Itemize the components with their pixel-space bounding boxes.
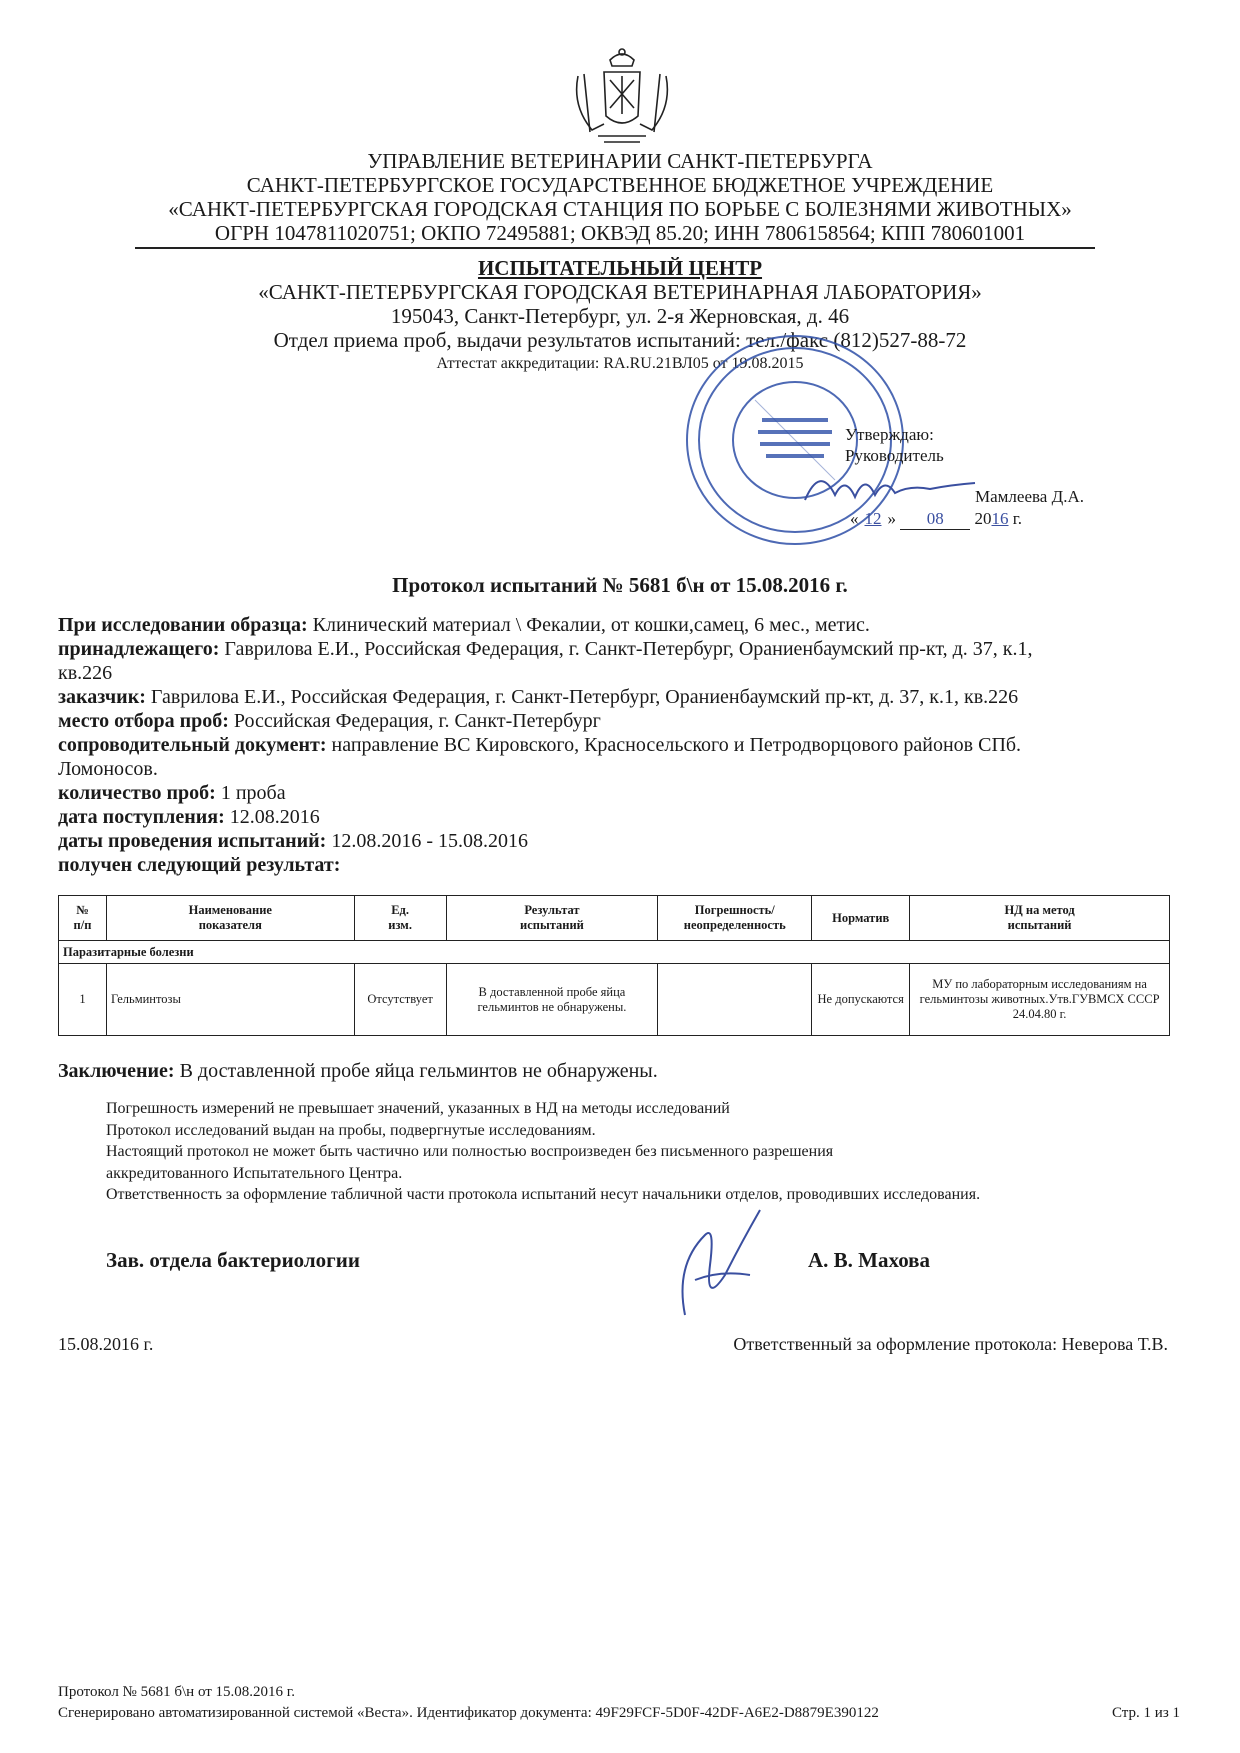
info-test-dates (58, 829, 1138, 853)
info-value: Ломоносов. (58, 758, 158, 780)
approval-label: Утверждаю: (845, 425, 934, 444)
cell-indicator: Гельминтозы (106, 964, 354, 1036)
approval-year-prefix: 20 (974, 509, 992, 528)
info-label: При исследовании образца: (58, 614, 308, 636)
lab-title: ИСПЫТАТЕЛЬНЫЙ ЦЕНТР (477, 256, 763, 280)
approval-signature (800, 455, 980, 515)
info-label: даты проведения испытаний: (58, 830, 327, 852)
info-label: принадлежащего: (58, 638, 220, 660)
org-header-line-1: УПРАВЛЕНИЕ ВЕТЕРИНАРИИ САНКТ-ПЕТЕРБУРГА (367, 149, 873, 173)
info-value: направление ВС Кировского, Красносельского и Петродворцового районов СПб. (326, 734, 1022, 756)
info-received-date (58, 805, 1138, 829)
info-customer (58, 685, 1138, 709)
cell-method: МУ по лабораторным исследованиям на гельминтозы животных.Утв.ГУВМСХ СССР 24.04.80 г. (910, 964, 1170, 1036)
info-value: Гаврилова Е.И., Российская Федерация, г. Санкт-Петербург, Ораниенбаумский пр-кт, д. 37, к.1, (219, 638, 1033, 660)
column-header-norm: Норматив (812, 896, 910, 941)
approval-date-close: » (887, 509, 896, 528)
approval-month: 08 (900, 509, 970, 530)
info-label: место отбора проб: (58, 710, 229, 732)
info-result-heading (58, 853, 1138, 877)
info-value: Клинический материал \ Фекалии, от кошки,самец, 6 мес., метис. (307, 614, 870, 636)
results-table (58, 895, 1170, 1036)
cell-error (658, 964, 812, 1036)
info-value: Российская Федерация, г. Санкт-Петербург (228, 710, 601, 732)
info-document (58, 733, 1138, 757)
conclusion (58, 1060, 658, 1083)
group-label: Паразитарные болезни (59, 941, 1170, 964)
approval-date (850, 509, 1022, 530)
note-line: Ответственность за оформление табличной части протокола испытаний несут начальники отделов, проводивших исследования. (106, 1186, 981, 1203)
info-owner-cont (58, 661, 1138, 685)
signatory-name: А. В. Махова (808, 1248, 931, 1272)
conclusion-label: Заключение: (58, 1060, 175, 1082)
approval-year-unit: г. (1012, 509, 1023, 528)
note-line: Погрешность измерений не превышает значений, указанных в НД на методы исследований (106, 1100, 730, 1117)
lab-name: «САНКТ-ПЕТЕРБУРГСКАЯ ГОРОДСКАЯ ВЕТЕРИНАРНАЯ ЛАБОРАТОРИЯ» (258, 280, 982, 304)
cell-number: 1 (59, 964, 107, 1036)
footer-page-number: Стр. 1 из 1 (1112, 1705, 1180, 1721)
table-group-row (59, 941, 1170, 964)
issue-date: 15.08.2016 г. (58, 1334, 154, 1354)
approval-role: Руководитель (845, 446, 944, 465)
cell-result: В доставленной пробе яйца гельминтов не обнаружены. (446, 964, 658, 1036)
org-header-line-2: САНКТ-ПЕТЕРБУРГСКОЕ ГОСУДАРСТВЕННОЕ БЮДЖЕТНОЕ УЧРЕЖДЕНИЕ (246, 173, 994, 197)
info-value: кв.226 (58, 662, 113, 684)
note-line: Настоящий протокол не может быть частично или полностью воспроизведен без письменного разрешения (106, 1143, 834, 1160)
org-header-line-3: «САНКТ-ПЕТЕРБУРГСКАЯ ГОРОДСКАЯ СТАНЦИЯ ПО БОРЬБЕ С БОЛЕЗНЯМИ ЖИВОТНЫХ» (168, 197, 1072, 221)
cell-norm: Не допускаются (812, 964, 910, 1036)
info-label: сопроводительный документ: (58, 734, 327, 756)
info-value: Гаврилова Е.И., Российская Федерация, г. Санкт-Петербург, Ораниенбаумский пр-кт, д. 37, к.1, кв.226 (145, 686, 1019, 708)
note-line: аккредитованного Испытательного Центра. (106, 1164, 403, 1182)
info-label: дата поступления: (58, 806, 225, 828)
column-header-unit: Ед. изм. (354, 896, 446, 941)
column-header-result: Результат испытаний (446, 896, 658, 941)
column-header-number: № п/п (59, 896, 107, 941)
footer-protocol-ref: Протокол № 5681 б\н от 15.08.2016 г. (58, 1684, 296, 1700)
header-divider (135, 247, 1095, 249)
info-label: заказчик: (58, 686, 146, 708)
note-line: Протокол исследований выдан на пробы, подвергнутые исследованиям. (106, 1121, 596, 1139)
info-sample (58, 613, 1138, 637)
info-value: 12.08.2016 (224, 806, 320, 828)
conclusion-text: В доставленной пробе яйца гельминтов не обнаружены. (174, 1060, 658, 1082)
lab-contact: Отдел приема проб, выдачи результатов испытаний: тел./факс (812)527-88-72 (273, 328, 967, 352)
table-header-row (59, 896, 1170, 941)
info-sample-count (58, 781, 1138, 805)
column-header-error: Погрешность/ неопределенность (658, 896, 812, 941)
org-registration-codes: ОГРН 1047811020751; ОКПО 72495881; ОКВЭД 85.20; ИНН 7806158564; КПП 780601001 (214, 221, 1026, 245)
info-value: 1 проба (215, 782, 286, 804)
table-row (59, 964, 1170, 1036)
coat-of-arms-emblem (570, 46, 674, 146)
approver-name: Мамлеева Д.А. (975, 487, 1084, 506)
info-owner (58, 637, 1138, 661)
handwritten-signature (665, 1205, 775, 1325)
approval-date-open: « (850, 509, 859, 528)
responsible-person: Ответственный за оформление протокола: Неверова Т.В. (733, 1334, 1168, 1354)
column-header-indicator: Наименование показателя (106, 896, 354, 941)
info-value: 12.08.2016 - 15.08.2016 (326, 830, 528, 852)
notes-block (106, 1098, 980, 1206)
lab-address: 195043, Санкт-Петербург, ул. 2-я Жерновская, д. 46 (390, 304, 850, 328)
signatory-role: Зав. отдела бактериологии (106, 1248, 360, 1272)
cell-unit: Отсутствует (354, 964, 446, 1036)
protocol-title: Протокол испытаний № 5681 б\н от 15.08.2016 г. (392, 573, 848, 597)
info-sampling-place (58, 709, 1138, 733)
approval-day: 12 (864, 509, 882, 528)
info-document-cont (58, 757, 1138, 781)
column-header-method: НД на метод испытаний (910, 896, 1170, 941)
footer-generated: Сгенерировано автоматизированной системой «Веста». Идентификатор документа: 49F29FCF-5D0F-42DF-A6E2-D8879E390122 (58, 1705, 879, 1721)
info-label: получен следующий результат: (58, 854, 341, 876)
approval-year-suffix: 16 (991, 509, 1009, 528)
lab-accreditation: Аттестат аккредитации: RA.RU.21ВЛ05 от 19.08.2015 (436, 355, 804, 372)
info-label: количество проб: (58, 782, 216, 804)
